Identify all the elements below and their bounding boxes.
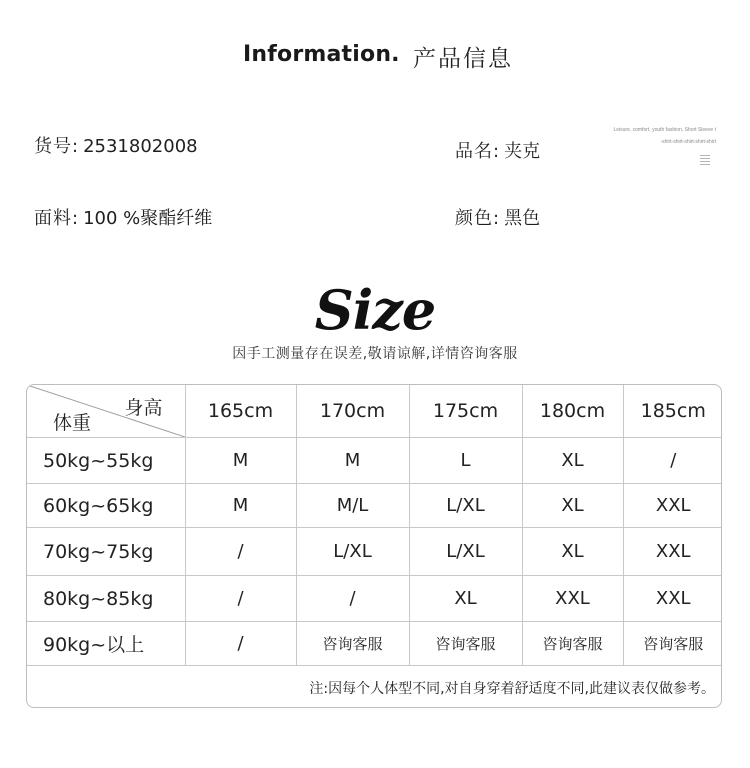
product-name-label: 品名: — [455, 141, 501, 162]
size-cell: / — [185, 576, 296, 622]
table-row — [27, 576, 722, 622]
size-cell: M — [185, 484, 296, 528]
table-footnote-row — [27, 666, 722, 709]
size-cell: 咨询客服 — [522, 622, 623, 666]
item-number — [34, 132, 198, 158]
size-cell: XXL — [623, 484, 722, 528]
color-label: 颜色: — [455, 208, 501, 229]
size-cell: / — [623, 438, 722, 484]
title-chinese: 产品信息 — [413, 46, 513, 72]
decorative-caption-line2: -shirt-shirt-shirt-shirt-shirt — [660, 139, 716, 145]
decorative-caption-line1: Leisure, comfort, youth fashion, Short Sleeve t — [613, 127, 716, 133]
height-header: 170cm — [296, 385, 409, 438]
size-cell: M — [185, 438, 296, 484]
decorative-caption — [598, 124, 716, 148]
size-cell: / — [185, 622, 296, 666]
weight-cell: 60kg~65kg — [27, 484, 185, 528]
table-row — [27, 438, 722, 484]
size-cell: XXL — [522, 576, 623, 622]
weight-axis-label: 体重 — [53, 412, 92, 434]
table-footnote: 注:因每个人体型不同,对自身穿着舒适度不同,此建议表仅做参考。 — [27, 666, 722, 709]
table-row — [27, 528, 722, 576]
size-heading: Size — [314, 278, 436, 342]
size-cell: M/L — [296, 484, 409, 528]
table-row — [27, 622, 722, 666]
item-number-label: 货号: — [34, 136, 80, 157]
fabric-label: 面料: — [34, 208, 80, 229]
size-cell: L — [409, 438, 522, 484]
weight-cell: 80kg~85kg — [27, 576, 185, 622]
item-number-value: 2531802008 — [83, 136, 198, 157]
height-header: 165cm — [185, 385, 296, 438]
size-cell: M — [296, 438, 409, 484]
size-cell: / — [296, 576, 409, 622]
product-name — [455, 137, 540, 163]
weight-cell: 70kg~75kg — [27, 528, 185, 576]
table-corner-cell — [27, 385, 185, 438]
page-header — [0, 38, 750, 74]
size-cell: XL — [522, 528, 623, 576]
height-axis-label: 身高 — [124, 397, 163, 419]
table-row — [27, 484, 722, 528]
table-header-row — [27, 385, 722, 438]
title-english: Information. — [243, 42, 400, 67]
height-header: 180cm — [522, 385, 623, 438]
size-cell: 咨询客服 — [409, 622, 522, 666]
size-cell: XXL — [623, 576, 722, 622]
size-cell: L/XL — [409, 528, 522, 576]
size-cell: 咨询客服 — [623, 622, 722, 666]
color — [455, 204, 540, 230]
size-cell: / — [185, 528, 296, 576]
weight-cell: 50kg~55kg — [27, 438, 185, 484]
size-cell: XXL — [623, 528, 722, 576]
height-header: 175cm — [409, 385, 522, 438]
list-icon — [700, 155, 710, 165]
size-cell: 咨询客服 — [296, 622, 409, 666]
fabric — [34, 204, 212, 230]
size-cell: XL — [409, 576, 522, 622]
size-cell: XL — [522, 484, 623, 528]
size-table — [26, 384, 722, 708]
size-cell: L/XL — [409, 484, 522, 528]
product-name-value: 夹克 — [504, 141, 541, 162]
size-cell: XL — [522, 438, 623, 484]
weight-cell: 90kg~以上 — [27, 622, 185, 666]
size-note: 因手工测量存在误差,敬请谅解,详情咨询客服 — [232, 346, 518, 362]
height-header: 185cm — [623, 385, 722, 438]
size-cell: L/XL — [296, 528, 409, 576]
fabric-value: 100 %聚酯纤维 — [83, 208, 213, 229]
color-value: 黑色 — [504, 208, 541, 229]
